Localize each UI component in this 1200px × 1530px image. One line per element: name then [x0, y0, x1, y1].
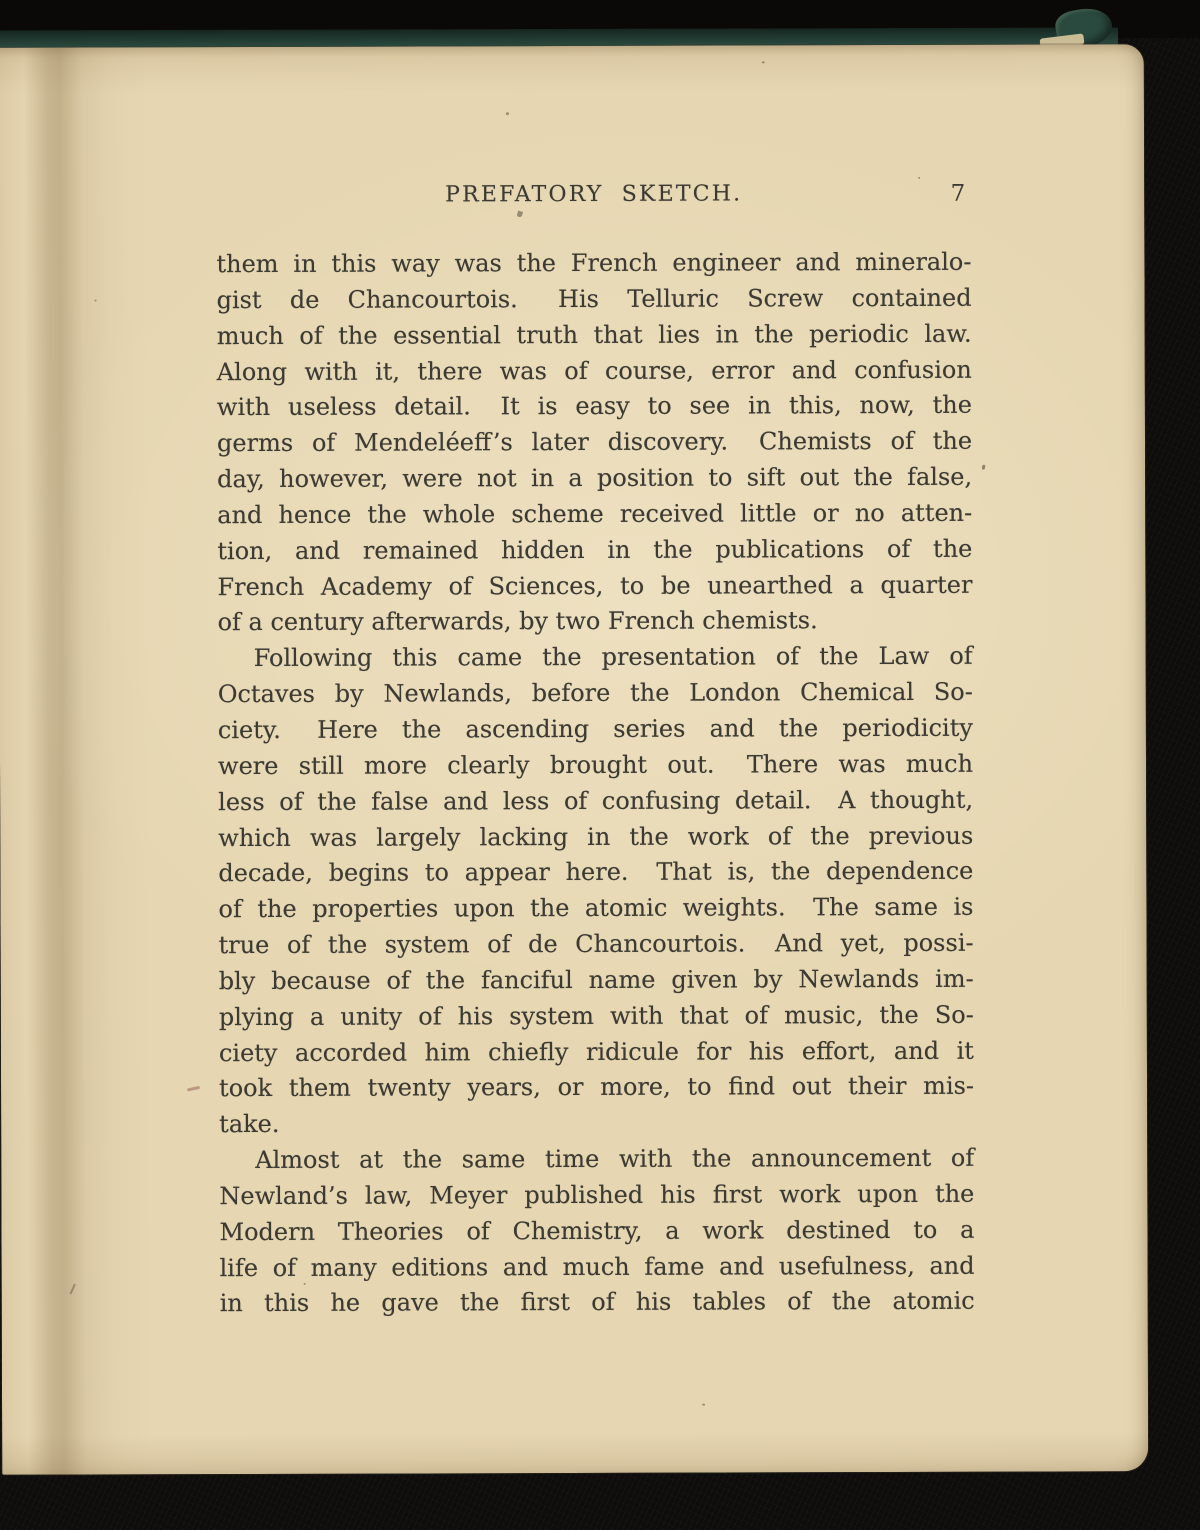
text-line: plying a unity of his system with that of music, the So-: [218, 1000, 974, 1031]
book-page: [0, 44, 1148, 1475]
text-line: Modern Theories of Chemistry, a work destined to a: [219, 1215, 975, 1246]
paper-speck: [506, 112, 509, 115]
text-line: French Academy of Sciences, to be unearthed a quarter: [217, 570, 973, 601]
text-line: Almost at the same time with the announcement of: [255, 1143, 975, 1175]
text-line: Along with it, there was of course, error and confusion: [216, 355, 972, 386]
text-line: true of the system of de Chancourtois. And yet, possi-: [218, 928, 974, 960]
page-title: PREFATORY SKETCH.: [445, 181, 743, 208]
text-line: and hence the whole scheme received little or no atten-: [217, 498, 973, 530]
text-line: decade, begins to appear here. That is, the dependence: [218, 857, 974, 888]
scan-scratch: [70, 1284, 76, 1295]
text-line: less of the false and less of confusing detail. A thought,: [218, 785, 974, 816]
text-line: of a century afterwards, by two French chemists.: [217, 606, 818, 637]
paper-speck: [982, 464, 986, 470]
page-number: 7: [950, 180, 966, 207]
paper-speck: [304, 1283, 306, 1285]
paper-speck: [95, 299, 97, 301]
text-line: ciety accorded him chiefly ridicule for his effort, and it: [218, 1036, 974, 1067]
text-line: germs of Mendeléeff’s later discovery. Chemists of the: [216, 426, 973, 458]
text-line: ciety. Here the ascending series and the periodicity: [217, 713, 973, 745]
paper-speck: [918, 177, 920, 179]
body-text: [216, 245, 974, 1323]
margin-pencil-dash: [187, 1086, 200, 1092]
text-line: bly because of the fanciful name given by Newlands im-: [218, 964, 974, 995]
text-line: gist de Chancourtois. His Telluric Screw contained: [216, 283, 972, 314]
paper-speck: [762, 61, 765, 63]
text-line: with useless detail. It is easy to see in this, now, the: [216, 391, 972, 422]
paper-speck: [702, 1404, 705, 1406]
text-line: were still more clearly brought out. There was much: [217, 749, 974, 780]
text-line: of the properties upon the atomic weights. The same is: [218, 892, 974, 924]
text-line: much of the essential truth that lies in the periodic law.: [216, 319, 972, 350]
text-line: which was largely lacking in the work of the previous: [218, 821, 974, 852]
running-header: [216, 181, 971, 215]
text-line: Newland’s law, Meyer published his first work upon the: [219, 1179, 975, 1211]
ink-smudge: [516, 211, 523, 218]
text-line: Octaves by Newlands, before the London Chemical So-: [217, 677, 973, 709]
text-line: Following this came the presentation of the Law of: [253, 642, 973, 673]
text-line: in this he gave the first of his tables of the atomic: [219, 1287, 975, 1318]
text-line: take.: [219, 1110, 280, 1139]
text-line: tion, and remained hidden in the publications of the: [217, 534, 973, 565]
text-line: took them twenty years, or more, to find out their mis-: [218, 1072, 975, 1103]
text-line: them in this way was the French engineer and mineralo-: [216, 247, 972, 279]
text-line: life of many editions and much fame and usefulness, and: [219, 1251, 975, 1282]
text-line: day, however, were not in a position to sift out the false,: [217, 462, 973, 494]
